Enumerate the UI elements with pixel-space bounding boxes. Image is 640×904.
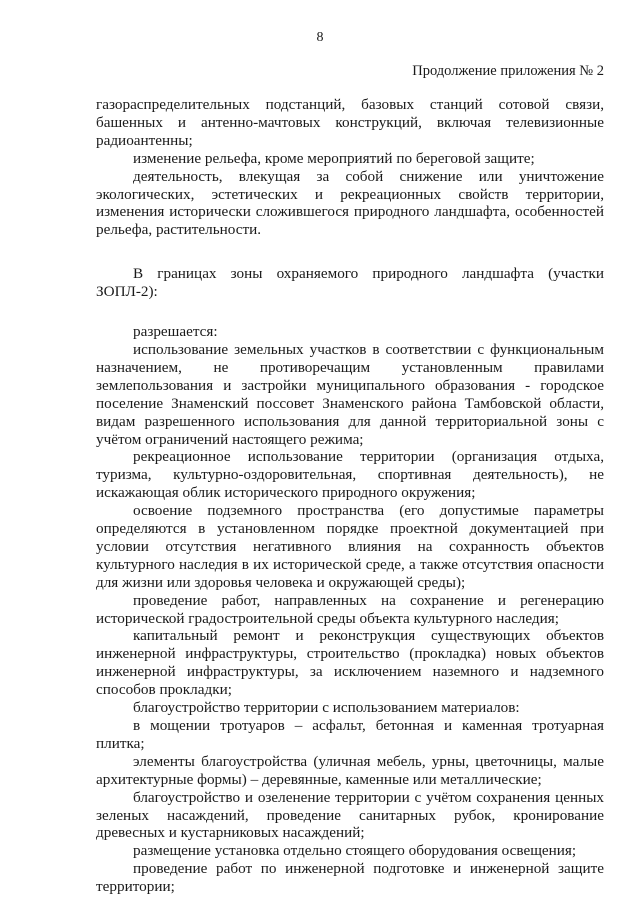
page-number: 8: [316, 30, 324, 45]
paragraph-14: благоустройство и озеленение территории с учётом сохранения ценных зеленых насаждений, проведение санитарных рубок, кронирование древесных и кустарниковых насаждений;: [96, 788, 604, 842]
appendix-continuation-label: Продолжение приложения № 2: [412, 63, 604, 79]
paragraph-2: изменение рельефа, кроме мероприятий по береговой защите;: [133, 149, 535, 167]
document-body: [96, 96, 604, 896]
paragraph-7: рекреационное использование территории (организация отдыха, туризма, культурно-оздоровительная, спортивная деятельность), не искажающая облик исторического природного окружения;: [96, 448, 604, 502]
paragraph-10: капитальный ремонт и реконструкция существующих объектов инженерной инфраструктуры, строительство (прокладка) новых объектов инженерной инфраструктуры, за исключением наземного и надземного способов прокладки;: [96, 627, 604, 699]
paragraph-8: освоение подземного пространства (его допустимые параметры определяются в установленном порядке проектной документацией при условии отсутствия негативного влияния на сохранность объектов культурного наследия в их исторической среде, а также отсутствия опасности для жизни или здоровья человека и окружающей среды);: [96, 502, 604, 591]
paragraph-3: деятельность, влекущая за собой снижение или уничтожение экологических, эстетических и рекреационных свойств территории, изменения исторически сложившегося природного ландшафта, особенностей рельефа, растительности.: [96, 167, 604, 239]
paragraph-12: в мощении тротуаров – асфальт, бетонная и каменная тротуарная плитка;: [96, 717, 604, 752]
paragraph-16: проведение работ по инженерной подготовке и инженерной защите территории;: [96, 860, 604, 896]
paragraph-6: использование земельных участков в соответствии с функциональным назначением, не противоречащим установленным правилами землепользования и застройки муниципального образования - городское поселение Знаменский поссовет Знаменского района Тамбовской области, видам разрешенного использования для данной территориальной зоны с учётом ограничений настоящего режима;: [96, 340, 604, 448]
paragraph-11: благоустройство территории с использованием материалов:: [133, 699, 520, 717]
permitted-heading: разрешается:: [133, 323, 218, 341]
paragraph-9: проведение работ, направленных на сохранение и регенерацию исторической градостроительной среды объекта культурного наследия;: [96, 591, 604, 627]
paragraph-13: элементы благоустройства (уличная мебель, урны, цветочницы, малые архитектурные формы) – деревянные, каменные или металлические;: [96, 752, 604, 788]
zone-heading: В границах зоны охраняемого природного ландшафта (участки ЗОПЛ-2):: [96, 265, 604, 301]
paragraph-15: размещение установка отдельно стоящего оборудования освещения;: [133, 842, 577, 860]
paragraph-1: газораспределительных подстанций, базовых станций сотовой связи, башенных и антенно-мачтовых конструкций, включая телевизионные радиоантенны;: [96, 96, 604, 149]
